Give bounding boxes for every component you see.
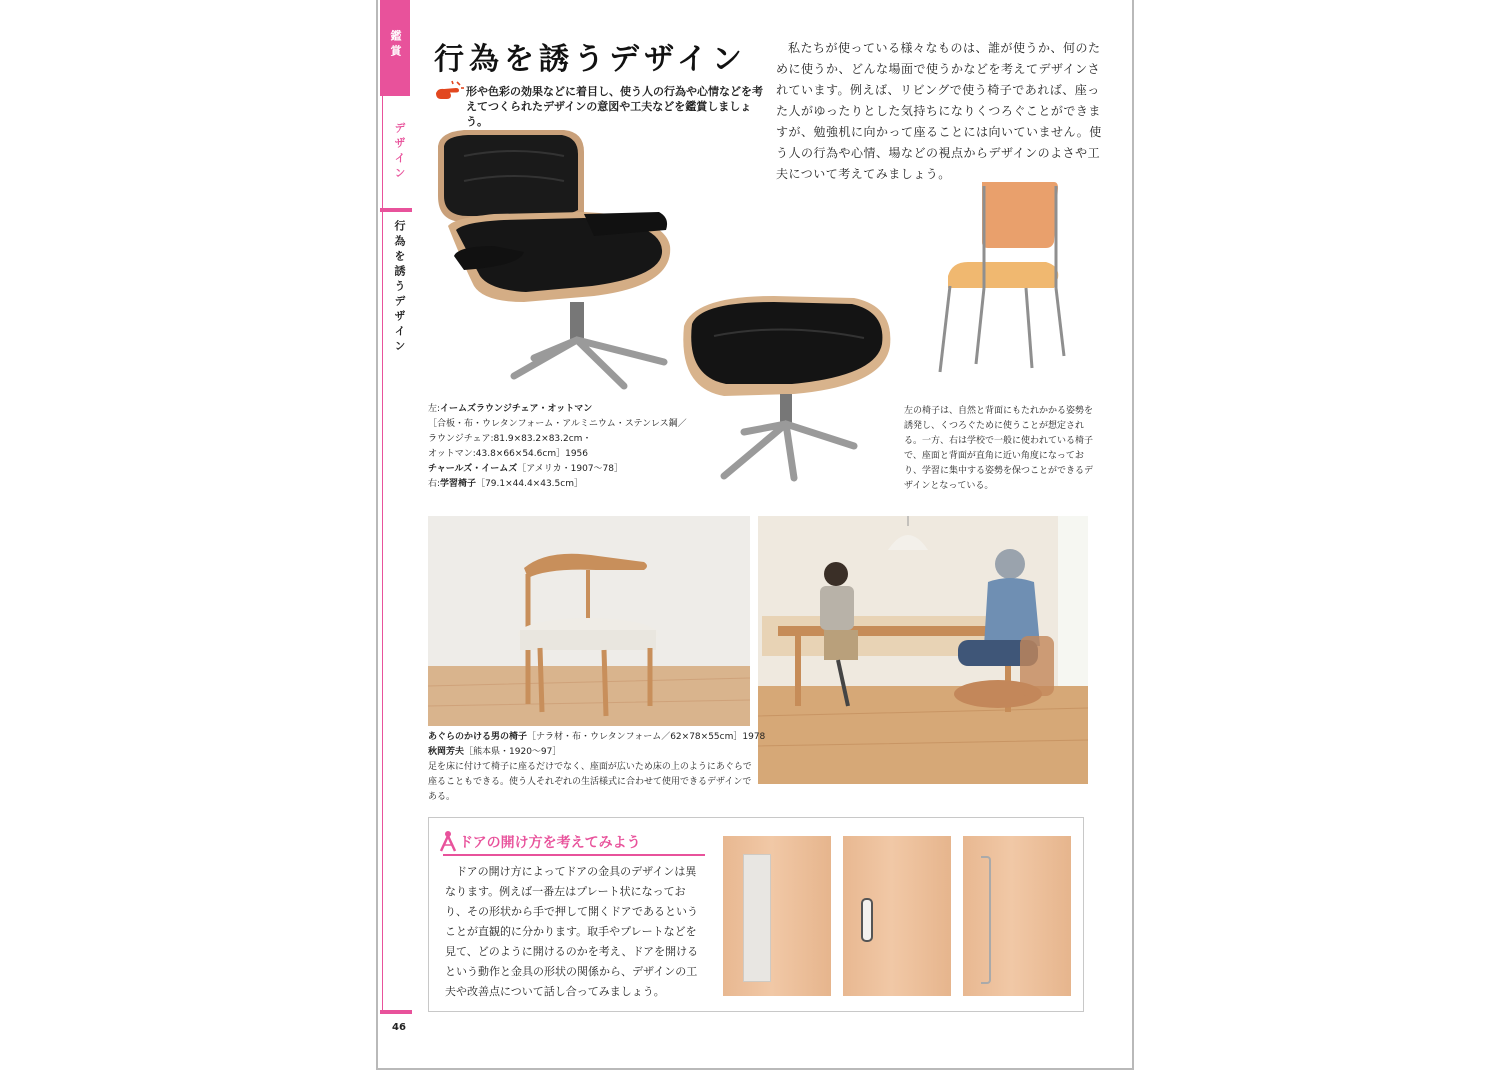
sidebar-section-label: デザイン [393,122,406,182]
school-chair-photo [928,176,1078,376]
designer-name: 秋岡芳夫 [428,747,465,757]
compass-icon [439,830,457,852]
door-bar-handle-photo [963,836,1071,996]
sidebar-tab [380,0,410,96]
door-recessed-handle-photo [843,836,951,996]
caption-detail: オットマン:43.8×66×54.6cm］1956 [428,449,588,459]
designer-detail: ［アメリカ・1907〜78］ [517,464,624,474]
intro-paragraph: 私たちが使っている様々なものは、誰が使うか、何のために使うか、どんな場面で使うかなどを考えてデザインされています。例えば、リビングで使う椅子であれば、座った人がゆったりとした気持ちになりくつろぐことができますが、勉強机に向かって座ることには向いていません。使う人の行為や心情、場などの視点からデザインのよさや工夫について考えてみましょう。 [776,41,1102,181]
agura-chair-caption [428,730,766,805]
caption-title: イームズラウンジチェア・オットマン [440,404,593,414]
agura-chair-photo [428,516,750,726]
door-activity-box [428,817,1084,1012]
caption-detail: ［ナラ材・布・ウレタンフォーム／62×78×55cm］1978 [527,732,766,742]
lounge-chair-caption [428,402,687,492]
sidebar-line [382,212,383,1012]
bar-pull [981,856,991,984]
caption-label: 右: [428,479,441,489]
caption-title: 学習椅子 [440,479,477,489]
page-title: 行為を誘うデザイン [434,42,747,77]
caption-detail: ラウンジチェア:81.9×83.2×83.2cm・ [428,434,592,444]
sidebar-topic-label: 行為を誘うデザイン [393,220,406,355]
sidebar-line [382,96,383,208]
pointing-hand-icon [434,80,464,104]
textbook-page [376,0,1134,1070]
sidebar-rule [380,1010,412,1014]
lead-text: 形や色彩の効果などに着目し、使う人の行為や心情などを考えてつくられたデザインの意図や工夫などを鑑賞しましょう。 [466,85,763,128]
dining-room-photo [758,516,1088,784]
designer-name: チャールズ・イームズ [428,464,518,474]
caption-label: 左: [428,404,441,414]
caption-body: 足を床に付けて椅子に座るだけでなく、座面が広いため床の上のようにあぐらで座ることもできる。使う人それぞれの生活様式に合わせて使用できるデザインである。 [428,762,752,802]
push-plate [743,854,771,982]
door-plate-photo [723,836,831,996]
recessed-pull [861,898,873,942]
door-activity-heading: ドアの開け方を考えてみよう [459,835,641,851]
caption-title: あぐらのかける男の椅子 [428,732,528,742]
school-chair-caption: 左の椅子は、自然と背面にもたれかかる姿勢を誘発し、くつろぐために使うことが想定される。一方、右は学校で一般に使われている椅子で、座面と背面が直角に近い角度になっており、学習に集中する姿勢を保つことができるデザインとなっている。 [904,406,1094,491]
caption-detail: ［合板・布・ウレタンフォーム・アルミニウム・ステンレス鋼／ [428,419,687,429]
designer-detail: ［熊本県・1920〜97］ [464,747,562,757]
caption-detail: ［79.1×44.4×43.5cm］ [476,479,583,489]
door-activity-body: ドアの開け方によってドアの金具のデザインは異なります。例えば一番左はプレート状になっており、その形状から手で押して開くドアであるということが直観的に分かります。取手やプレートなどを見て、どのように開けるのかを考え、ドアを開けるという動作と金具の形状の関係から、デザインの工夫や改善点について話し合ってみましょう。 [445,865,699,998]
page-number: 46 [392,1022,406,1033]
heading-underline [443,854,705,856]
sidebar-rule [380,208,412,212]
sidebar-tab-label: 鑑賞 [389,30,402,60]
